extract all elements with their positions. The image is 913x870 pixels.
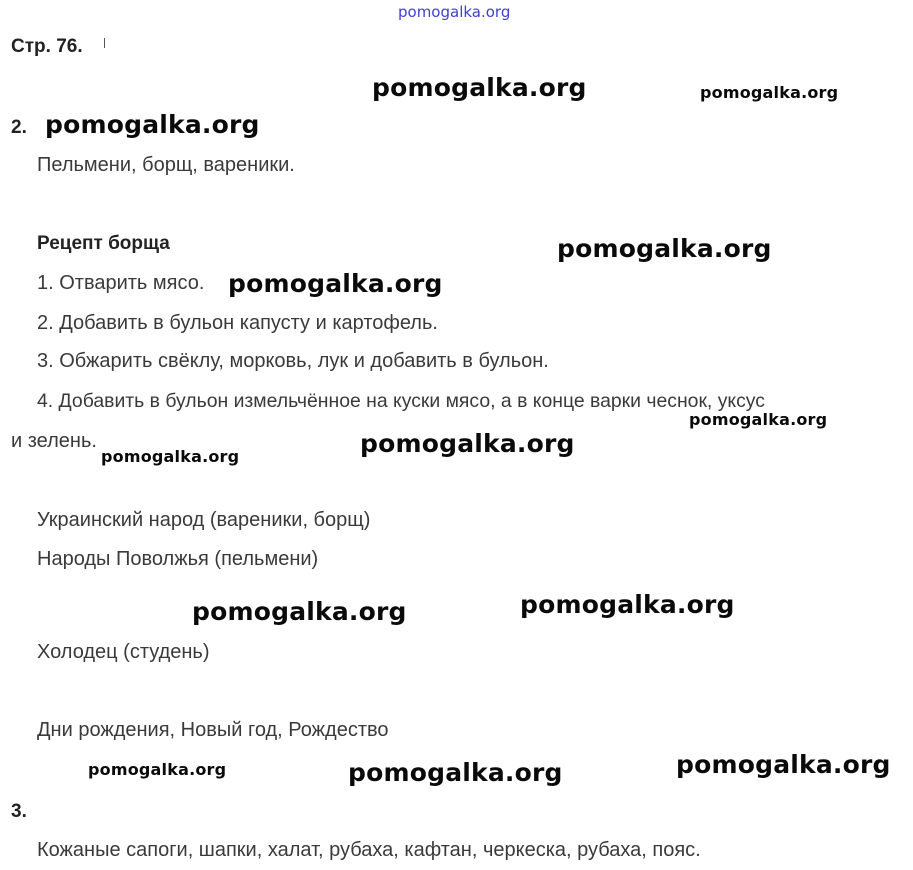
answer-clothing: Кожаные сапоги, шапки, халат, рубаха, кафтан, черкеска, рубаха, пояс. bbox=[37, 839, 701, 861]
watermark: pomogalka.org bbox=[676, 750, 891, 779]
people-volga: Народы Поволжья (пельмени) bbox=[37, 548, 319, 570]
page-label: Стр. 76. bbox=[11, 36, 83, 57]
watermark: pomogalka.org bbox=[360, 429, 575, 458]
watermark: pomogalka.org bbox=[520, 590, 735, 619]
answer-dish: Холодец (студень) bbox=[37, 641, 210, 663]
answer-holidays: Дни рождения, Новый год, Рождество bbox=[37, 719, 389, 741]
recipe-step-1: 1. Отварить мясо. bbox=[37, 272, 205, 294]
watermark: pomogalka.org bbox=[192, 597, 407, 626]
recipe-step-3: 3. Обжарить свёклу, морковь, лук и добавить в бульон. bbox=[37, 350, 549, 372]
watermark: pomogalka.org bbox=[348, 758, 563, 787]
stray-mark bbox=[104, 38, 105, 48]
watermark: pomogalka.org bbox=[101, 447, 240, 466]
watermark: pomogalka.org bbox=[88, 760, 227, 779]
top-watermark: pomogalka.org bbox=[398, 3, 511, 21]
recipe-step-4-continued: и зелень. bbox=[11, 430, 97, 452]
recipe-title: Рецепт борща bbox=[37, 233, 170, 254]
people-ukrainian: Украинский народ (вареники, борщ) bbox=[37, 509, 371, 531]
watermark: pomogalka.org bbox=[45, 110, 260, 139]
watermark: pomogalka.org bbox=[689, 410, 828, 429]
watermark: pomogalka.org bbox=[228, 269, 443, 298]
task-2-number: 2. bbox=[11, 117, 27, 138]
watermark: pomogalka.org bbox=[700, 83, 839, 102]
recipe-step-2: 2. Добавить в бульон капусту и картофель. bbox=[37, 312, 438, 334]
recipe-step-4: 4. Добавить в бульон измельчённое на куски мясо, а в конце варки чеснок, уксус bbox=[37, 390, 765, 412]
watermark: pomogalka.org bbox=[557, 234, 772, 263]
task-3-number: 3. bbox=[11, 801, 27, 822]
answer-dishes: Пельмени, борщ, вареники. bbox=[37, 154, 295, 176]
watermark: pomogalka.org bbox=[372, 73, 587, 102]
